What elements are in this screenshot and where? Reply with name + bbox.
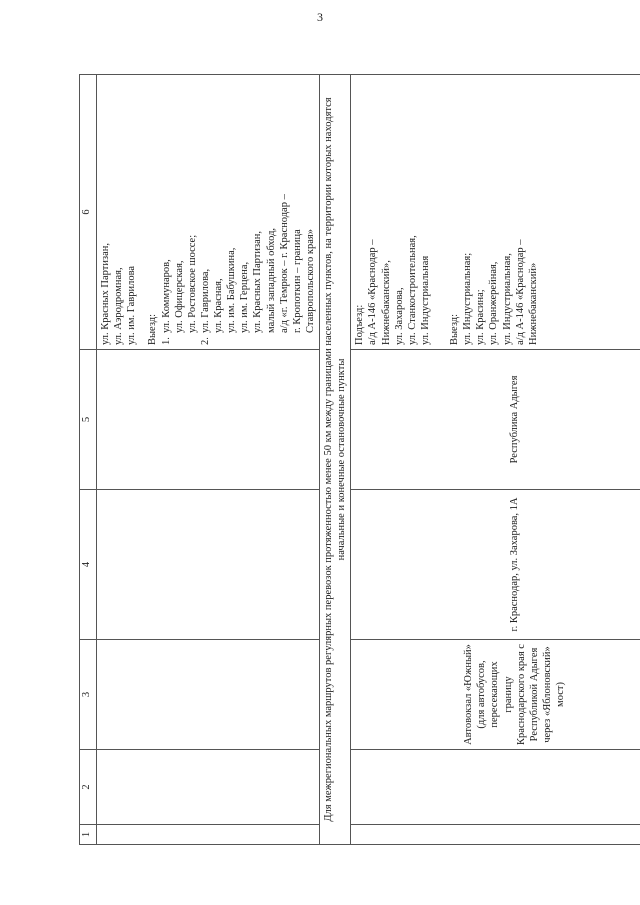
exit-label: Выезд: <box>147 313 159 345</box>
list-item: ул. Красных Партизан, <box>252 230 264 333</box>
station-cell: Автовокзал «Южный» (для автобусов, пересекающих границу Краснодарского края с Республикой Адыгея через «Яблоновский» мост) <box>351 640 640 750</box>
column-header-3: 3 <box>80 640 97 750</box>
table-cell <box>97 640 320 750</box>
table-cell <box>97 825 320 845</box>
list-item: 2.ул. Гаврилова, <box>199 268 211 345</box>
table-cell <box>351 750 640 825</box>
route-line: Нижнебаканский» <box>527 262 539 345</box>
exit-label: Выезд: <box>449 313 460 345</box>
table-cell <box>97 750 320 825</box>
list-item: г. Кропоткин – граница <box>291 229 303 333</box>
column-header-2: 2 <box>80 750 97 825</box>
section-row <box>320 75 351 845</box>
route-line: ул. Красных Партизан, <box>100 242 111 345</box>
route-description-cell <box>97 75 320 350</box>
route-line: ул. им. Гаврилова <box>126 265 138 345</box>
route-line: ул. Индустриальная <box>419 255 431 345</box>
route-line: ул. Индустриальная, <box>501 253 513 345</box>
list-item: а/д «г. Темрюк – г. Краснодар – <box>278 194 290 333</box>
region-cell: Республика Адыгея <box>351 350 640 490</box>
page-number: 3 <box>317 10 323 24</box>
route-line: а/д А-146 «Краснодар – <box>514 239 526 345</box>
route-line: а/д А-146 «Краснодар – <box>367 239 379 345</box>
list-item: Ставропольского края» <box>304 229 316 333</box>
route-line: ул. Аэродромная, <box>113 267 125 345</box>
route-line: Нижнебаканский», <box>380 260 392 345</box>
list-item: ул. Ростовское шоссе; <box>186 234 198 333</box>
section-title: Для межрегиональных маршрутов регулярных перевозок протяженностью менее 50 км между границами населенных пунктов, на территории которых находятся начальные и конечные остановочные пункты <box>320 75 351 845</box>
list-item: ул. Красная, <box>213 278 224 333</box>
column-header-4: 4 <box>80 490 97 640</box>
list-item: ул. Офицерская, <box>173 260 185 333</box>
route-line: ул. Индустриальная; <box>462 252 474 345</box>
rotated-table-container <box>79 97 640 845</box>
list-item: 1.ул. Коммунаров, <box>160 259 172 345</box>
column-header-1: 1 <box>80 825 97 845</box>
route-description-cell <box>351 75 640 350</box>
entry-label: Подъезд: <box>354 304 366 345</box>
table-cell <box>97 490 320 640</box>
table-row <box>97 75 320 845</box>
list-item: малый западный обход, <box>265 227 277 333</box>
column-header-5: 5 <box>80 350 97 490</box>
routes-table <box>79 74 640 845</box>
list-item: ул. им. Герцена, <box>239 261 251 333</box>
table-cell <box>97 350 320 490</box>
route-line: ул. Захарова, <box>393 287 405 345</box>
table-cell <box>351 825 640 845</box>
column-number-row <box>80 75 97 845</box>
table-row <box>351 75 640 845</box>
route-line: ул. Красина; <box>475 289 487 345</box>
route-line: ул. Станкостроительная, <box>406 235 418 345</box>
address-cell: г. Краснодар, ул. Захарова, 1А <box>351 490 640 640</box>
list-item: ул. им. Бабушкина, <box>226 247 238 333</box>
column-header-6: 6 <box>80 75 97 350</box>
route-line: ул. Оранжерейная, <box>488 261 500 345</box>
